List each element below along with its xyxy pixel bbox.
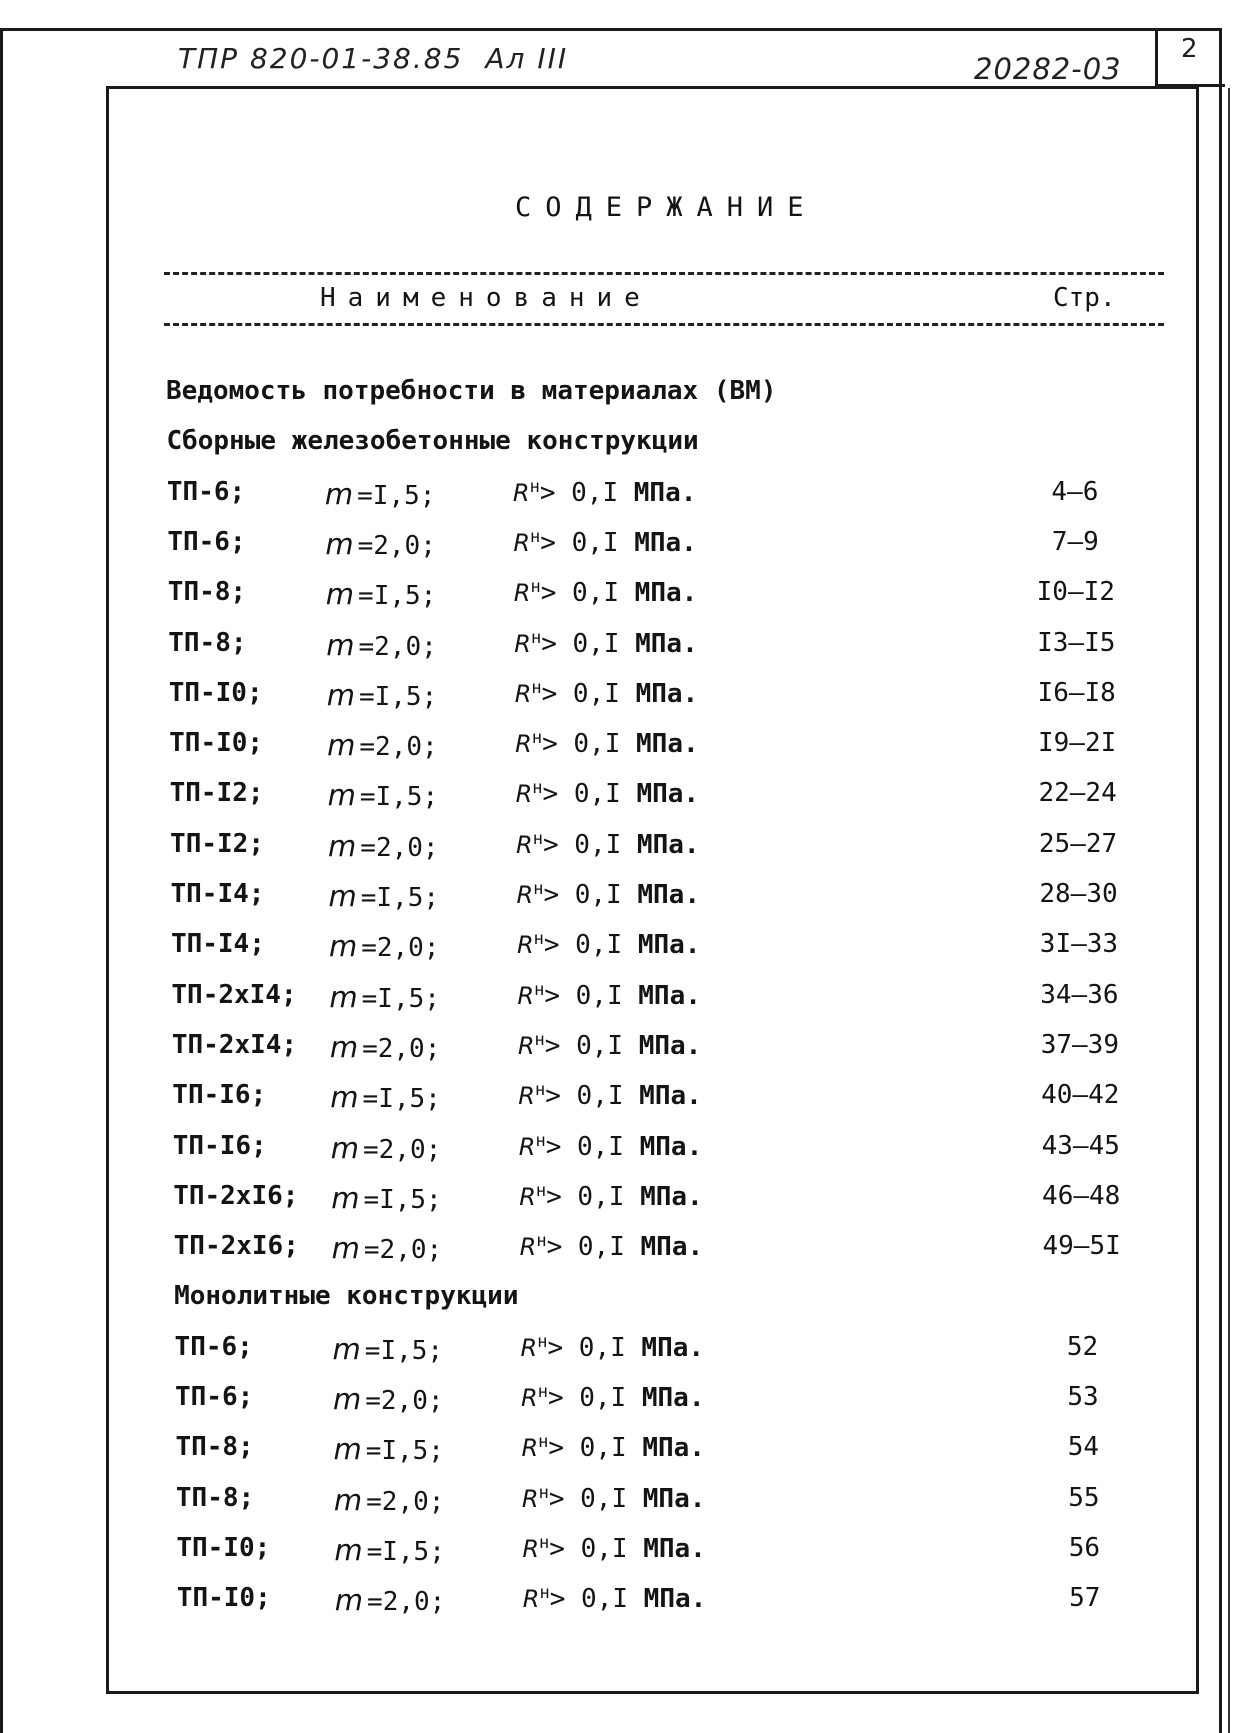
m-value: =2,0;	[366, 1486, 445, 1517]
r-symbol: R	[518, 1082, 535, 1111]
r-superscript: н	[529, 476, 540, 497]
r-condition: > 0,I	[541, 628, 620, 659]
r-unit: МПа.	[641, 1383, 705, 1413]
r-superscript: н	[537, 1331, 548, 1352]
r-superscript: н	[535, 1180, 547, 1201]
row-m-coefficient	[331, 1131, 442, 1165]
row-m-coefficient	[326, 628, 437, 662]
r-condition: > 0,I	[547, 1332, 626, 1363]
r-symbol: R	[516, 881, 534, 909]
r-symbol: R	[521, 1434, 539, 1463]
m-value: =I,5;	[362, 1084, 441, 1115]
r-condition: > 0,I	[545, 1081, 624, 1112]
r-unit: МПа.	[643, 1533, 706, 1564]
m-symbol: m	[329, 1029, 359, 1064]
row-pages: I3–I5	[1037, 627, 1116, 658]
table-row	[174, 1231, 1174, 1271]
row-pages: I0–I2	[1036, 577, 1115, 608]
table-row	[172, 1080, 1172, 1120]
row-type: ТП-I0;	[168, 677, 263, 708]
row-pages: 49–5I	[1042, 1231, 1121, 1262]
r-condition: > 0,I	[546, 1181, 625, 1212]
row-resistance	[521, 1432, 705, 1463]
r-condition: > 0,I	[544, 1030, 624, 1061]
r-condition: > 0,I	[542, 829, 622, 860]
row-pages: 3I–33	[1039, 929, 1119, 960]
sheet-number: 2	[1181, 34, 1198, 64]
table-row	[168, 628, 1168, 668]
m-value: =2,0;	[363, 1235, 443, 1266]
r-condition: > 0,I	[543, 930, 623, 961]
m-symbol: m	[328, 828, 357, 863]
r-unit: МПа.	[639, 1131, 703, 1162]
row-pages: 25–27	[1038, 828, 1118, 859]
r-symbol: R	[513, 528, 531, 557]
table-row	[172, 1030, 1172, 1070]
r-unit: МПа.	[636, 779, 700, 810]
r-condition: > 0,I	[548, 1433, 627, 1464]
row-resistance	[521, 1332, 705, 1363]
right-edge-line	[1228, 88, 1230, 1733]
row-pages: 52	[1066, 1331, 1099, 1362]
row-m-coefficient	[332, 1231, 443, 1265]
m-symbol: m	[328, 929, 358, 964]
r-unit: МПа.	[642, 1483, 706, 1514]
r-unit: МПа.	[638, 980, 701, 1011]
m-value: =I,5;	[363, 1184, 442, 1215]
row-resistance	[515, 728, 699, 759]
row-pages: 40–42	[1041, 1080, 1120, 1111]
r-condition: > 0,I	[544, 980, 623, 1011]
m-symbol: m	[331, 1180, 360, 1215]
r-unit: МПа.	[641, 1332, 705, 1363]
row-m-coefficient	[325, 527, 436, 561]
m-value: =2,0;	[361, 933, 440, 964]
m-symbol: m	[333, 1382, 362, 1416]
row-pages: I9–2I	[1038, 728, 1117, 759]
r-superscript: н	[538, 1432, 549, 1453]
r-unit: МПа.	[636, 829, 700, 860]
table-row	[171, 879, 1171, 919]
m-symbol: m	[331, 1231, 360, 1266]
r-condition: > 0,I	[540, 578, 620, 609]
table-row	[170, 778, 1170, 818]
m-symbol: m	[334, 1583, 364, 1618]
m-symbol: m	[333, 1482, 363, 1517]
m-value: =I,5;	[364, 1335, 444, 1366]
r-condition: > 0,I	[542, 779, 621, 810]
header-dash-line-bottom	[164, 323, 1164, 326]
m-symbol: m	[328, 879, 357, 913]
r-superscript: н	[530, 577, 541, 598]
m-symbol: m	[334, 1532, 363, 1567]
r-unit: МПа.	[635, 628, 698, 659]
r-unit: МПа.	[636, 729, 699, 760]
m-value: =I,5;	[361, 983, 440, 1014]
m-symbol: m	[333, 1432, 362, 1467]
m-value: =I,5;	[359, 782, 439, 813]
row-pages: 55	[1068, 1482, 1100, 1513]
row-pages: 34–36	[1040, 979, 1119, 1010]
r-symbol: R	[515, 730, 532, 759]
row-m-coefficient	[331, 1181, 442, 1215]
r-superscript: н	[539, 1532, 550, 1553]
r-symbol: R	[516, 830, 533, 859]
m-symbol: m	[327, 728, 356, 763]
row-resistance	[517, 879, 701, 910]
table-row	[176, 1483, 1176, 1523]
r-condition: > 0,I	[549, 1533, 628, 1564]
r-superscript: н	[532, 778, 543, 799]
column-header-page: Стр.	[1053, 283, 1116, 313]
r-symbol: R	[516, 931, 534, 960]
m-symbol: m	[324, 476, 354, 511]
row-m-coefficient	[325, 477, 436, 511]
r-symbol: R	[514, 679, 532, 708]
inventory-number: 20282-03	[974, 52, 1122, 86]
r-symbol: R	[522, 1534, 540, 1563]
r-symbol: R	[517, 1031, 535, 1060]
table-row	[175, 1382, 1175, 1422]
row-resistance	[521, 1382, 705, 1413]
row-m-coefficient	[329, 929, 440, 963]
row-pages: 53	[1067, 1382, 1099, 1412]
row-m-coefficient	[333, 1432, 444, 1466]
m-value: =2,0;	[360, 832, 439, 863]
row-pages: 54	[1067, 1432, 1100, 1463]
table-row	[173, 1181, 1173, 1221]
row-resistance	[522, 1483, 706, 1514]
row-type: ТП-2хI4;	[171, 979, 297, 1010]
row-resistance	[515, 678, 699, 709]
row-m-coefficient	[329, 980, 440, 1014]
m-value: =2,0;	[367, 1587, 446, 1618]
r-symbol: R	[521, 1384, 538, 1412]
header-dash-line-top	[164, 272, 1164, 275]
table-row	[175, 1332, 1175, 1372]
row-resistance	[520, 1231, 704, 1262]
row-m-coefficient	[328, 829, 439, 863]
row-m-coefficient	[334, 1483, 445, 1517]
r-symbol: R	[515, 780, 533, 809]
row-pages: 7–9	[1051, 526, 1099, 557]
r-condition: > 0,I	[541, 678, 620, 709]
row-pages: 28–30	[1039, 879, 1118, 909]
row-resistance	[519, 1181, 703, 1212]
r-symbol: R	[512, 478, 530, 507]
row-m-coefficient	[334, 1533, 445, 1567]
r-unit: МПа.	[634, 578, 698, 609]
m-value: =2,0;	[358, 631, 437, 662]
m-value: =I,5;	[365, 1436, 444, 1467]
row-m-coefficient	[328, 778, 439, 812]
table-row	[171, 980, 1171, 1020]
r-superscript: н	[536, 1231, 547, 1252]
row-m-coefficient	[326, 577, 437, 611]
r-symbol: R	[517, 981, 535, 1010]
row-type: ТП-2хI6;	[173, 1180, 299, 1211]
r-unit: МПа.	[637, 930, 701, 961]
r-condition: > 0,I	[548, 1483, 628, 1514]
r-symbol: R	[514, 629, 531, 658]
r-unit: МПа.	[640, 1181, 703, 1212]
m-symbol: m	[326, 627, 355, 662]
table-row	[176, 1533, 1176, 1573]
row-type: ТП-I6;	[172, 1130, 267, 1161]
row-m-coefficient	[329, 879, 440, 913]
row-resistance	[513, 477, 697, 508]
page-title: СОДЕРЖАНИЕ	[515, 192, 818, 223]
row-pages: 37–39	[1040, 1029, 1119, 1060]
column-header-name: Наименование	[320, 283, 652, 313]
m-value: =2,0;	[359, 732, 438, 763]
r-unit: МПа.	[640, 1232, 704, 1263]
row-type: ТП-6;	[166, 476, 246, 507]
r-superscript: н	[539, 1583, 550, 1604]
r-superscript: н	[530, 627, 542, 648]
row-pages: I6–I8	[1037, 677, 1116, 708]
r-unit: МПа.	[634, 527, 697, 558]
r-condition: > 0,I	[539, 477, 619, 508]
row-m-coefficient	[335, 1583, 446, 1617]
r-condition: > 0,I	[543, 880, 622, 910]
r-condition: > 0,I	[547, 1383, 627, 1413]
row-pages: 57	[1069, 1583, 1101, 1614]
album-label: Ал III	[485, 42, 569, 75]
row-type: ТП-I6;	[172, 1080, 267, 1111]
r-unit: МПа.	[639, 1081, 702, 1112]
r-symbol: R	[519, 1182, 536, 1211]
row-type: ТП-I0;	[176, 1532, 271, 1563]
r-condition: > 0,I	[549, 1584, 629, 1615]
r-symbol: R	[522, 1585, 540, 1614]
table-row	[169, 678, 1169, 718]
row-type: ТП-I4;	[170, 879, 265, 909]
table-row	[177, 1583, 1177, 1623]
m-symbol: m	[332, 1331, 361, 1366]
row-m-coefficient	[333, 1382, 444, 1416]
row-resistance	[514, 577, 698, 608]
r-superscript: н	[538, 1482, 549, 1503]
r-condition: > 0,I	[542, 729, 621, 760]
row-resistance	[517, 980, 701, 1011]
row-type: ТП-8;	[175, 1432, 254, 1463]
m-symbol: m	[325, 577, 355, 612]
row-type: ТП-8;	[175, 1482, 255, 1513]
table-row	[167, 477, 1167, 517]
row-type: ТП-6;	[174, 1331, 253, 1362]
section-heading: Ведомость потребности в материалах (ВМ)	[166, 376, 777, 406]
row-m-coefficient	[330, 1080, 441, 1114]
table-row	[170, 829, 1170, 869]
row-resistance	[519, 1131, 703, 1162]
doc-code-text: ТПР 820-01-38.85	[178, 42, 464, 75]
m-symbol: m	[329, 979, 358, 1014]
row-pages: 56	[1068, 1532, 1100, 1563]
row-resistance	[517, 929, 701, 960]
row-pages: 4–6	[1051, 476, 1099, 507]
table-row	[173, 1131, 1173, 1171]
m-value: =2,0;	[357, 530, 436, 561]
row-type: ТП-6;	[175, 1382, 254, 1412]
r-superscript: н	[533, 879, 544, 899]
m-value: =2,0;	[362, 1033, 441, 1064]
row-m-coefficient	[327, 728, 438, 762]
m-symbol: m	[326, 677, 355, 712]
row-type: ТП-8;	[168, 627, 247, 658]
m-value: =2,0;	[363, 1134, 442, 1165]
row-pages: 43–45	[1041, 1130, 1120, 1161]
row-resistance	[518, 1030, 702, 1061]
section-heading: Монолитные конструкции	[174, 1281, 519, 1312]
row-resistance	[514, 628, 698, 659]
row-m-coefficient	[333, 1332, 444, 1366]
section-heading: Сборные железобетонные конструкции	[166, 426, 699, 457]
r-superscript: н	[535, 1130, 546, 1151]
r-condition: > 0,I	[546, 1232, 625, 1263]
r-superscript: н	[537, 1382, 548, 1402]
r-unit: МПа.	[635, 678, 699, 709]
r-superscript: н	[534, 979, 545, 1000]
r-symbol: R	[518, 1132, 536, 1161]
table-row	[167, 527, 1167, 567]
r-superscript: н	[532, 828, 543, 849]
r-unit: МПа.	[637, 880, 700, 910]
row-m-coefficient	[330, 1030, 441, 1064]
row-type: ТП-I4;	[170, 929, 265, 960]
r-superscript: н	[534, 1029, 545, 1050]
m-value: =I,5;	[366, 1536, 445, 1567]
row-resistance	[516, 829, 700, 860]
m-symbol: m	[330, 1080, 359, 1115]
row-pages: 22–24	[1038, 778, 1117, 809]
row-resistance	[516, 778, 700, 809]
row-resistance	[518, 1080, 702, 1111]
sheet-stamp-divider	[1155, 28, 1158, 86]
m-value: =I,5;	[357, 480, 436, 511]
row-type: ТП-2хI6;	[173, 1231, 299, 1262]
r-unit: МПа.	[638, 1030, 702, 1061]
row-type: ТП-2хI4;	[171, 1029, 298, 1060]
r-unit: МПа.	[643, 1584, 707, 1615]
r-superscript: н	[531, 677, 542, 698]
row-type: ТП-6;	[167, 526, 246, 557]
m-symbol: m	[330, 1130, 359, 1165]
r-superscript: н	[533, 929, 544, 950]
m-symbol: m	[327, 778, 356, 813]
m-value: =I,5;	[358, 681, 438, 712]
doc-code	[178, 42, 568, 75]
row-type: ТП-I2;	[170, 828, 264, 859]
r-unit: МПа.	[633, 477, 697, 508]
row-m-coefficient	[327, 678, 438, 712]
row-pages: 46–48	[1042, 1180, 1121, 1211]
r-condition: > 0,I	[545, 1131, 624, 1162]
r-symbol: R	[521, 1484, 539, 1513]
row-resistance	[513, 527, 697, 558]
row-type: ТП-I0;	[169, 728, 264, 759]
r-symbol: R	[520, 1333, 538, 1362]
row-type: ТП-8;	[167, 577, 247, 608]
row-resistance	[523, 1583, 707, 1614]
row-type: ТП-I2;	[169, 778, 264, 809]
row-type: ТП-I0;	[176, 1583, 271, 1614]
table-row	[168, 577, 1168, 617]
m-value: =2,0;	[365, 1386, 444, 1416]
r-unit: МПа.	[642, 1433, 705, 1464]
m-value: =I,5;	[358, 581, 437, 612]
r-superscript: н	[530, 526, 541, 547]
table-row	[169, 728, 1169, 768]
m-value: =I,5;	[360, 883, 440, 913]
table-row	[175, 1432, 1175, 1472]
row-resistance	[522, 1533, 706, 1564]
table-row	[171, 929, 1171, 969]
r-symbol: R	[513, 579, 531, 608]
r-symbol: R	[519, 1233, 537, 1262]
r-superscript: н	[531, 728, 543, 749]
r-superscript: н	[534, 1080, 546, 1101]
m-symbol: m	[325, 526, 354, 561]
r-condition: > 0,I	[540, 527, 619, 558]
